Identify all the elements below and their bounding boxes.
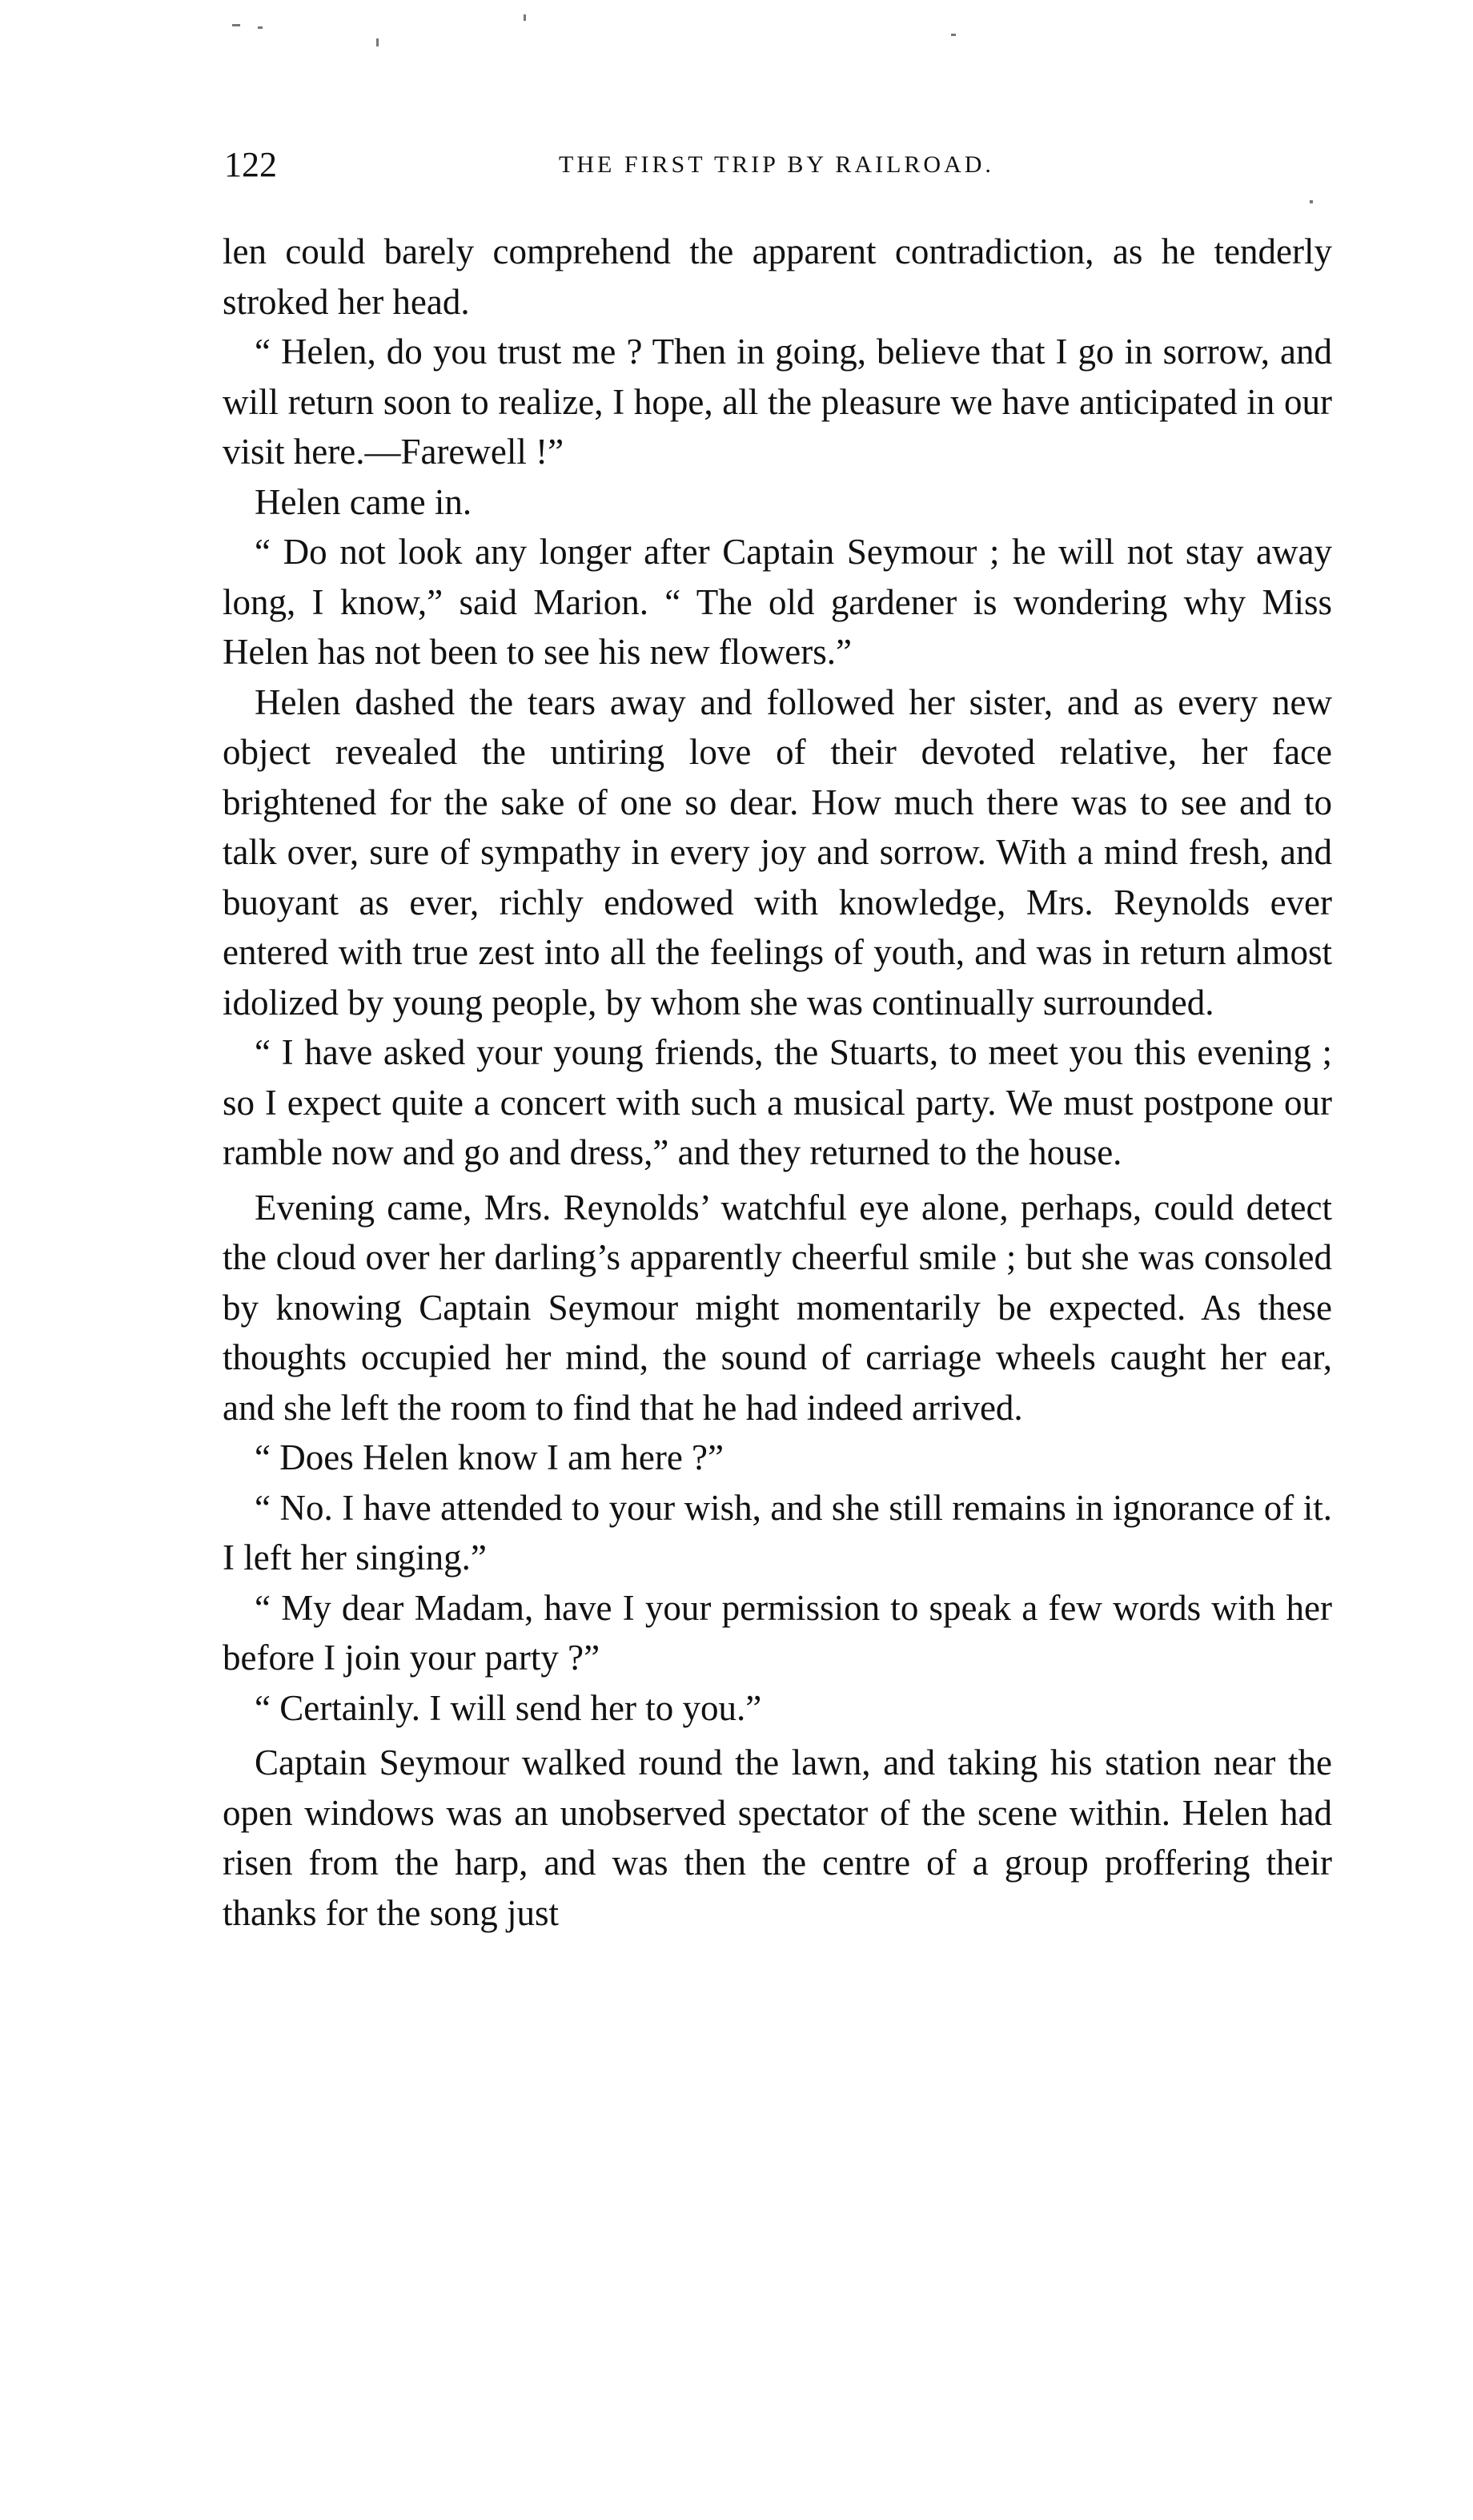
scan-speck: [258, 26, 263, 29]
paragraph: “ My dear Madam, have I your permission to speak a few words with her before I join your party ?”: [223, 1587, 1332, 1678]
paragraph: “ Certainly. I will send her to you.”: [255, 1687, 762, 1728]
scan-speck: [376, 38, 379, 46]
paragraph: Helen dashed the tears away and followed her sister, and as every new object revealed the untiring love of their devoted relative, her face brightened for the sake of one so dear. How much there was to see and to talk over, sure of sympathy in every joy and sorrow. With a mind fresh, and buoyant as ever, richly endowed with knowledge, Mrs. Reynolds ever entered with true zest into all the feelings of youth, and was in return almost idolized by young people, by whom she was continually surrounded.: [223, 681, 1332, 1023]
paragraph: “ Helen, do you trust me ? Then in going, believe that I go in sorrow, and will return soon to realize, I hope, all the pleasure we have anticipated in our visit here.—Farewell !”: [223, 332, 1332, 472]
paragraph: “ No. I have attended to your wish, and she still remains in ignorance of it. I left her singing.”: [223, 1487, 1332, 1578]
paragraph: len could barely comprehend the apparent contradiction, as he tenderly stroked her head.: [223, 231, 1332, 322]
scan-speck: [1310, 200, 1313, 203]
paragraph: “ Does Helen know I am here ?”: [255, 1437, 724, 1477]
paragraph: “ Do not look any longer after Captain Seymour ; he will not stay away long, I know,” said Marion. “ The old gardener is wondering why Miss Helen has not been to see his new flowers.”: [223, 532, 1332, 672]
running-title: THE FIRST TRIP BY RAILROAD.: [559, 151, 994, 178]
page-number: 122: [224, 145, 277, 184]
paragraph: Captain Seymour walked round the lawn, and taking his station near the open windows was an unobserved spectator of the scene within. Helen had risen from the harp, and was then the centre of a group proffering their thanks for the song just: [223, 1742, 1332, 1933]
scan-speck: [232, 24, 240, 26]
scan-speck: [951, 34, 956, 36]
scan-speck: [524, 14, 526, 21]
page-header: [224, 141, 1329, 189]
paragraph: Evening came, Mrs. Reynolds’ watchful eye alone, perhaps, could detect the cloud over her darling’s apparently cheerful smile ; but she was consoled by knowing Captain Seymour might momentarily be expected. As these thoughts occupied her mind, the sound of carriage wheels caught her ear, and she left the room to find that he had indeed arrived.: [223, 1187, 1332, 1428]
paragraph: “ I have asked your young friends, the Stuarts, to meet you this evening ; so I expect quite a concert with such a musical party. We must postpone our ramble now and go and dress,” and they returned to the house.: [223, 1032, 1332, 1172]
body-text: [223, 227, 1332, 1938]
paragraph: Helen came in.: [255, 481, 472, 522]
